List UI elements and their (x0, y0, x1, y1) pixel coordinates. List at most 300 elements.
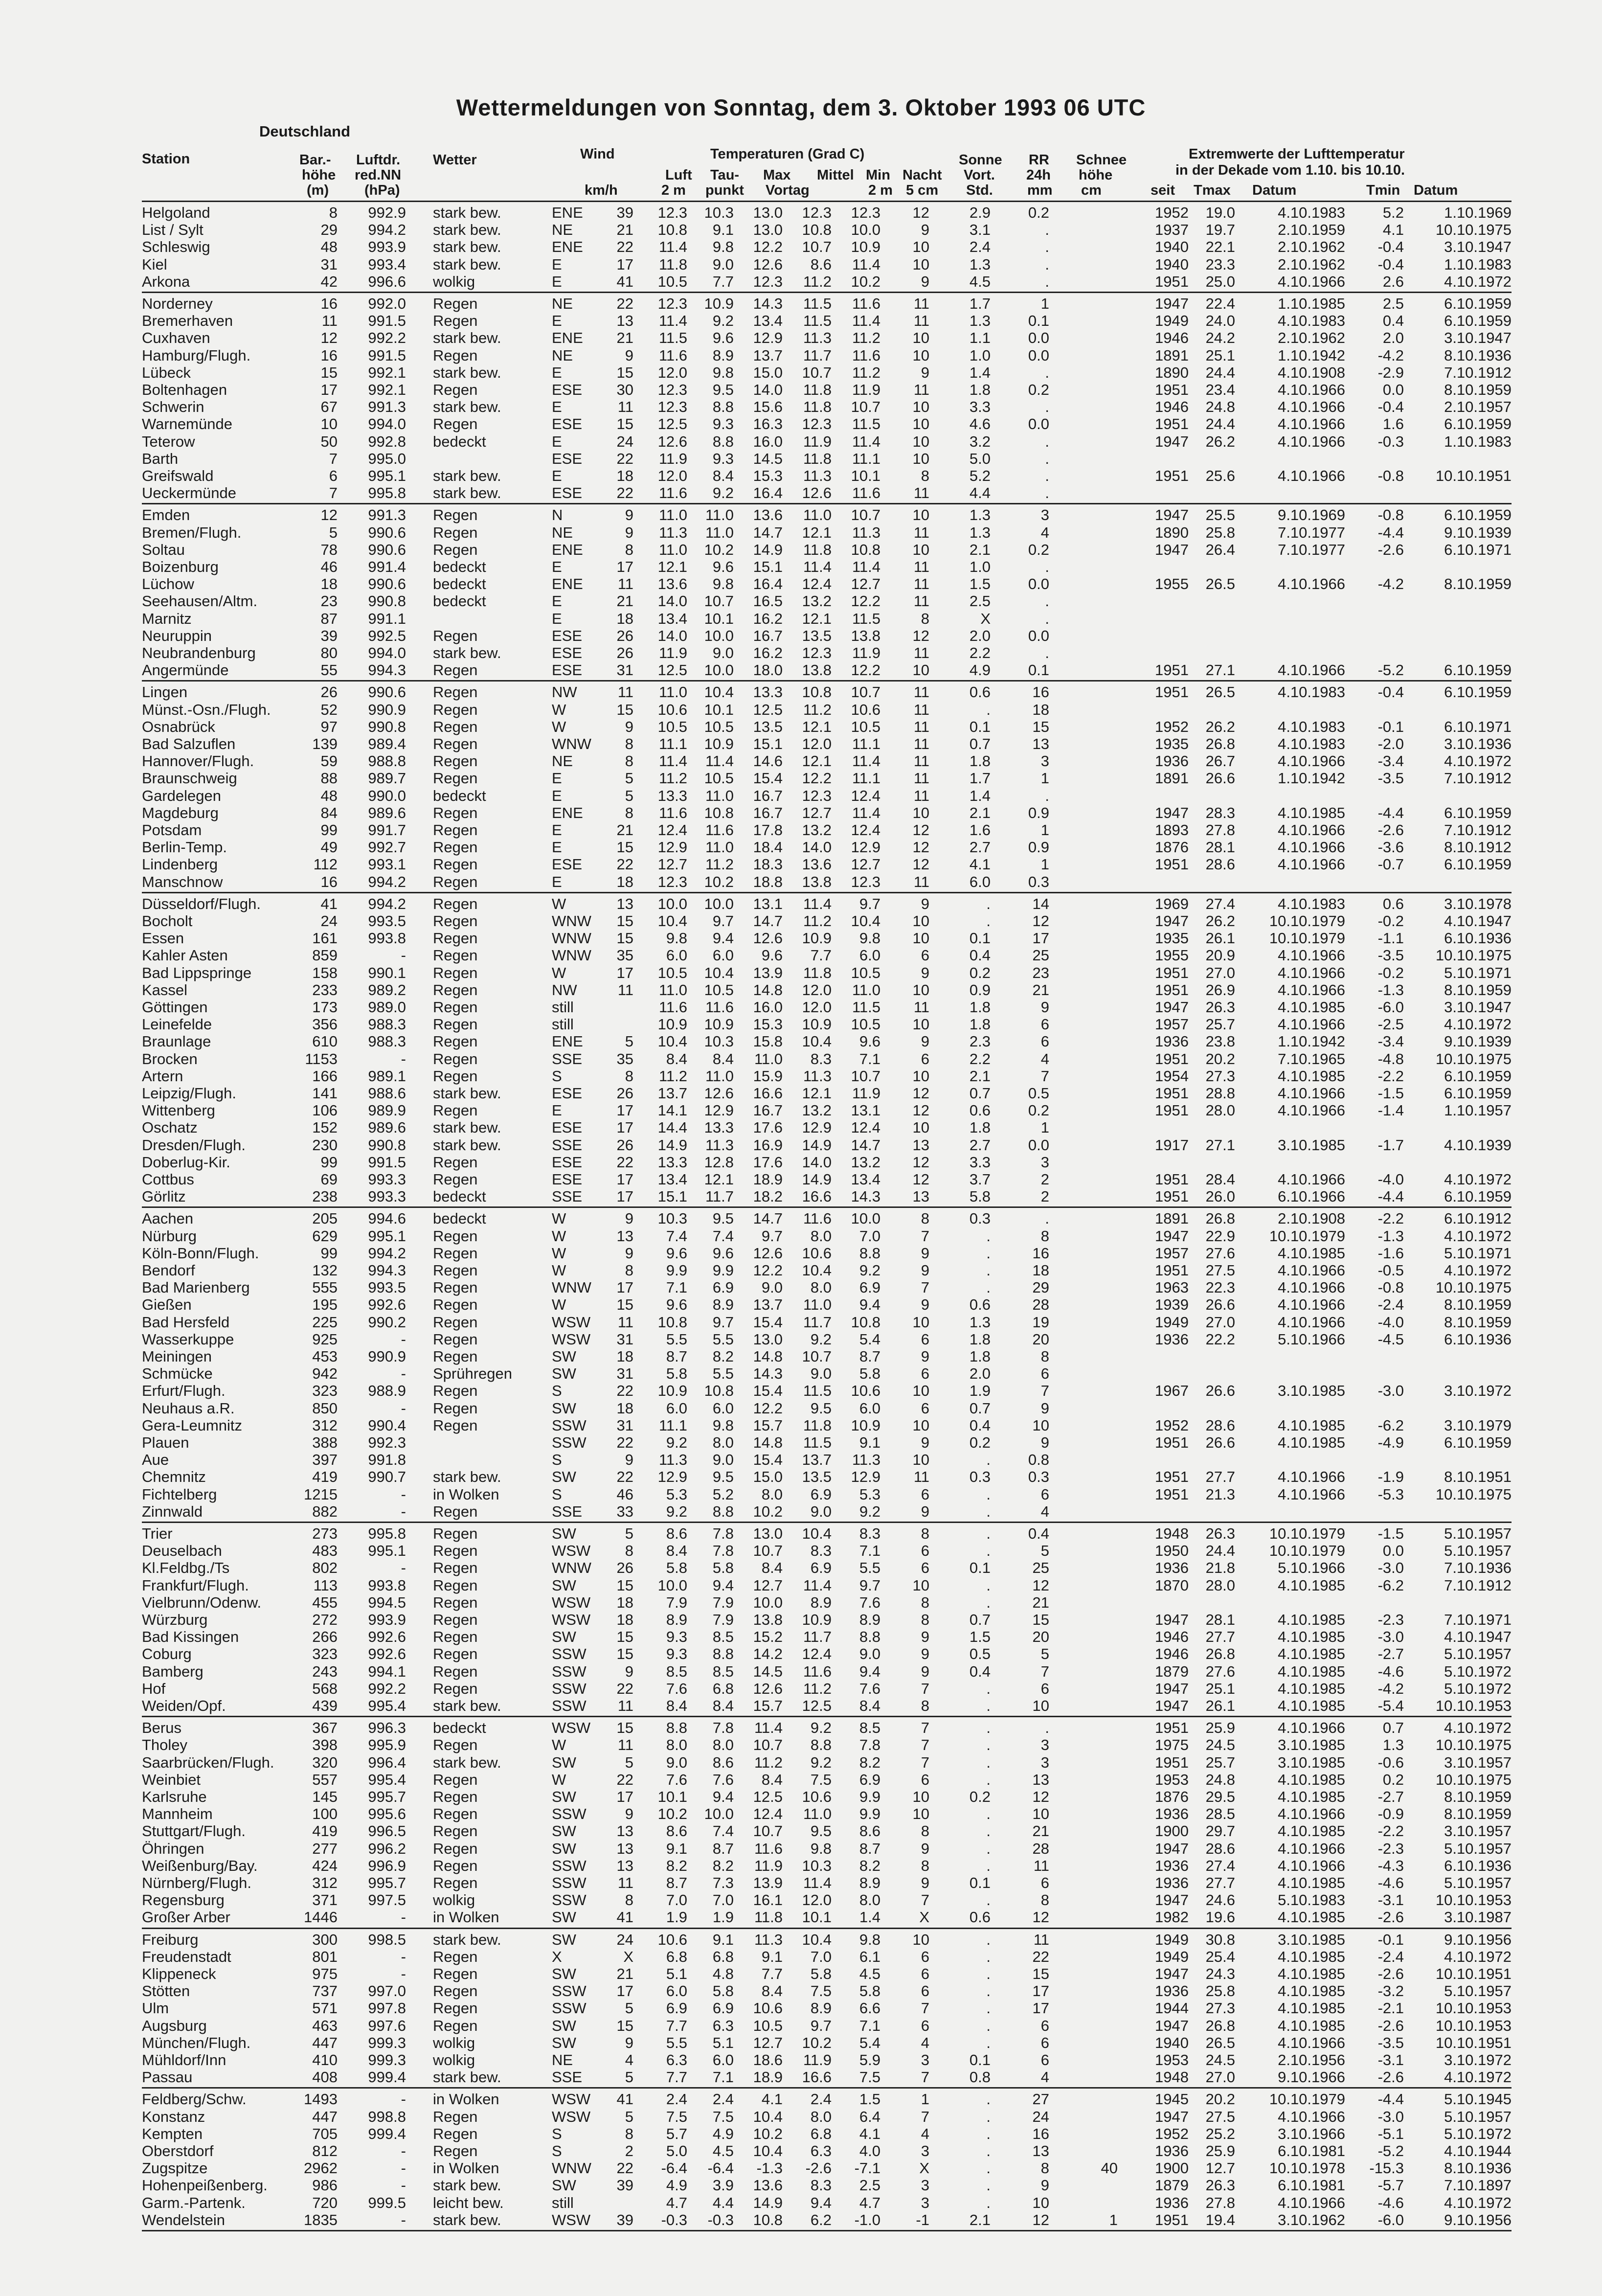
cell-taupunkt: 8.0 (712, 1736, 734, 1753)
cell-tmin-datum: 8.10.1959 (1444, 981, 1512, 999)
cell-tmax-datum: 4.10.1985 (1278, 2000, 1345, 2017)
cell-tmin-datum: 1.10.1957 (1444, 1102, 1512, 1119)
cell-tmax: 22.2 (1205, 1331, 1235, 1348)
cell-tmin: -5.2 (1377, 2142, 1404, 2160)
table-row (0, 735, 1512, 752)
header-luft: Luft (665, 167, 692, 183)
cell-nacht-5cm: 10 (912, 661, 929, 679)
cell-station: Deuselbach (142, 1542, 222, 1559)
cell-tmin: -5.1 (1377, 2125, 1404, 2142)
cell-max-vortag: 14.6 (753, 752, 783, 770)
cell-mittel-vortag: 12.1 (802, 524, 832, 541)
cell-seit: 1939 (1155, 1296, 1189, 1313)
header-wetter: Wetter (433, 152, 477, 168)
cell-wind-speed: 11 (617, 683, 633, 701)
table-row (0, 947, 1512, 964)
cell-luft-temp: 10.0 (657, 895, 687, 912)
cell-seit: 1946 (1155, 1645, 1189, 1662)
cell-luftdruck: 991.5 (368, 347, 406, 364)
cell-tmax-datum: 10.10.1979 (1269, 2091, 1345, 2108)
cell-max-vortag: 18.8 (753, 873, 783, 890)
cell-tmin-datum: 4.10.1972 (1444, 1228, 1512, 1245)
cell-wind-speed: 11 (617, 981, 633, 999)
cell-max-vortag: 13.0 (753, 221, 783, 238)
cell-wind-speed: 11 (617, 398, 633, 415)
cell-station: Düsseldorf/Flugh. (142, 895, 261, 912)
cell-min-2m: 4.5 (859, 1965, 880, 1982)
cell-wind-dir: S (552, 2142, 562, 2160)
cell-nacht-5cm: 1 (921, 2091, 929, 2108)
cell-luftdruck: - (401, 1486, 406, 1503)
cell-max-vortag: 15.4 (753, 770, 783, 787)
cell-sonne: . (986, 1982, 991, 2000)
cell-min-2m: 9.7 (859, 895, 880, 912)
cell-tmin: -2.6 (1377, 2069, 1404, 2086)
cell-wind-speed: 9 (625, 1245, 633, 1262)
cell-mittel-vortag: 11.0 (803, 1296, 832, 1313)
cell-tmin-datum: 7.10.1912 (1444, 770, 1512, 787)
cell-luftdruck: 992.0 (368, 295, 406, 312)
cell-bar-hoehe: 439 (312, 1697, 338, 1714)
cell-sonne: 4.5 (969, 273, 991, 290)
cell-tmax-datum: 5.10.1966 (1278, 1559, 1345, 1576)
cell-max-vortag: 15.6 (753, 398, 783, 415)
cell-tmax-datum: 2.10.1908 (1278, 1210, 1345, 1227)
cell-min-2m: 10.2 (851, 273, 880, 290)
cell-tmin-datum: 8.10.1951 (1444, 1468, 1512, 1485)
table-row (0, 1697, 1512, 1714)
cell-tmax: 27.8 (1205, 2194, 1235, 2211)
cell-mittel-vortag: 11.2 (803, 273, 832, 290)
cell-luft-temp: 5.5 (666, 1331, 687, 1348)
cell-tmin: -1.5 (1377, 1085, 1404, 1102)
cell-mittel-vortag: 13.5 (802, 1468, 832, 1485)
cell-min-2m: 7.8 (859, 1736, 880, 1753)
cell-luftdruck: 993.5 (368, 1279, 406, 1296)
cell-station: Nürnberg/Flugh. (142, 1874, 252, 1891)
cell-station: Öhringen (142, 1840, 204, 1857)
cell-tmax-datum: 4.10.1985 (1278, 804, 1345, 821)
cell-tmin-datum: 6.10.1959 (1444, 856, 1512, 873)
cell-seit: 1935 (1155, 735, 1189, 752)
cell-bar-hoehe: 225 (312, 1314, 338, 1331)
cell-luft-temp: -0.3 (661, 2211, 687, 2228)
cell-wetter: bedeckt (433, 787, 486, 804)
cell-tmin-datum: 5.10.1972 (1444, 1663, 1512, 1680)
cell-tmin: -4.3 (1377, 1857, 1404, 1874)
cell-station: Schwerin (142, 398, 204, 415)
cell-sonne: 0.7 (969, 735, 991, 752)
cell-luftdruck: 996.9 (368, 1857, 406, 1874)
cell-tmax: 26.6 (1205, 1296, 1235, 1313)
cell-luftdruck: 991.3 (368, 506, 406, 523)
cell-mittel-vortag: 9.5 (810, 1400, 832, 1417)
cell-rr-24h: 16 (1032, 1245, 1049, 1262)
cell-taupunkt: 12.9 (704, 1102, 734, 1119)
cell-seit: 1963 (1155, 1279, 1189, 1296)
cell-luft-temp: 9.6 (666, 1245, 687, 1262)
cell-taupunkt: 9.4 (712, 930, 734, 947)
cell-mittel-vortag: 11.0 (803, 1805, 832, 1822)
cell-rr-24h: 12 (1032, 1788, 1049, 1805)
cell-tmax: 26.4 (1205, 541, 1235, 558)
cell-luft-temp: 11.4 (658, 238, 687, 255)
cell-mittel-vortag: 9.7 (810, 2017, 832, 2034)
cell-taupunkt: 10.5 (704, 981, 734, 999)
cell-mittel-vortag: 11.4 (803, 1577, 832, 1594)
cell-luft-temp: 6.3 (666, 2051, 687, 2069)
cell-mittel-vortag: 11.9 (803, 433, 832, 450)
cell-seit: 1952 (1155, 1417, 1189, 1434)
cell-min-2m: 13.8 (851, 627, 880, 644)
cell-min-2m: 11.0 (852, 981, 880, 999)
cell-wind-speed: 18 (616, 1594, 633, 1611)
cell-mittel-vortag: 10.4 (802, 1262, 832, 1279)
cell-max-vortag: 15.9 (753, 1068, 783, 1085)
cell-luftdruck: 990.9 (368, 701, 406, 718)
cell-tmax-datum: 4.10.1966 (1278, 981, 1345, 999)
cell-min-2m: 11.1 (852, 450, 880, 467)
cell-rr-24h: 14 (1032, 895, 1049, 912)
cell-tmax-datum: 4.10.1966 (1278, 1296, 1345, 1313)
table-row (0, 1503, 1370, 1520)
cell-luftdruck: 995.8 (368, 484, 406, 501)
cell-wind-dir: E (552, 787, 562, 804)
header-extrem: Extremwerte der Lufttemperatur (1189, 146, 1405, 162)
cell-wind-dir: ENE (552, 804, 583, 821)
cell-tmax: 26.2 (1205, 718, 1235, 735)
cell-tmax: 24.4 (1205, 364, 1235, 381)
cell-tmax-datum: 4.10.1985 (1278, 1417, 1345, 1434)
table-row (0, 1382, 1512, 1399)
cell-tmin: -0.4 (1377, 256, 1404, 273)
cell-nacht-5cm: 9 (921, 364, 929, 381)
cell-luftdruck: 990.1 (368, 964, 406, 981)
cell-rr-24h: 1 (1040, 770, 1049, 787)
cell-sonne: 0.7 (969, 1611, 991, 1628)
cell-wind-speed: 9 (625, 1663, 633, 1680)
cell-bar-hoehe: 87 (320, 610, 338, 627)
cell-wetter: wolkig (433, 1891, 475, 1909)
cell-station: Göttingen (142, 999, 208, 1016)
cell-nacht-5cm: 9 (921, 964, 929, 981)
cell-luft-temp: 12.5 (657, 415, 687, 432)
cell-tmin: -3.1 (1377, 2051, 1404, 2069)
cell-tmax-datum: 4.10.1985 (1278, 999, 1345, 1016)
cell-tmax: 27.7 (1205, 1468, 1235, 1485)
cell-sonne: 0.2 (969, 964, 991, 981)
cell-wind-speed: 9 (625, 2034, 633, 2051)
cell-mittel-vortag: 11.8 (803, 1417, 832, 1434)
cell-min-2m: -1.0 (854, 2211, 880, 2228)
cell-seit: 1891 (1155, 770, 1189, 787)
cell-sonne: 0.9 (969, 981, 991, 999)
cell-tmin-datum: 6.10.1959 (1444, 683, 1512, 701)
cell-luftdruck: 991.8 (368, 1451, 406, 1468)
table-row (0, 593, 1370, 610)
cell-wind-dir: SSW (552, 1857, 587, 1874)
cell-taupunkt: 9.6 (712, 329, 734, 346)
cell-wind-dir: E (552, 610, 562, 627)
cell-wind-dir: WSW (552, 1719, 591, 1736)
cell-bar-hoehe: 145 (312, 1788, 338, 1805)
cell-seit: 1936 (1155, 2194, 1189, 2211)
cell-sonne: 2.0 (969, 627, 991, 644)
cell-max-vortag: 18.0 (753, 661, 783, 679)
cell-tmin: -2.2 (1377, 1210, 1404, 1227)
cell-tmax: 27.4 (1205, 895, 1235, 912)
cell-max-vortag: 14.9 (753, 2194, 783, 2211)
cell-station: Lingen (142, 683, 188, 701)
cell-rr-24h: 6 (1040, 1874, 1049, 1891)
cell-luftdruck: - (401, 2142, 406, 2160)
table-row (0, 1628, 1512, 1645)
cell-min-2m: 10.7 (851, 398, 880, 415)
cell-max-vortag: 13.0 (753, 204, 783, 221)
cell-seit: 1951 (1155, 1050, 1189, 1068)
cell-nacht-5cm: 11 (913, 735, 929, 752)
cell-nacht-5cm: 3 (921, 2051, 929, 2069)
cell-rr-24h: 10 (1032, 2194, 1049, 2211)
cell-tmin-datum: 7.10.1912 (1444, 364, 1512, 381)
cell-wetter: Regen (433, 839, 478, 856)
cell-luft-temp: 10.9 (657, 1382, 687, 1399)
cell-rr-24h: 10 (1032, 1697, 1049, 1714)
group-rule (142, 1928, 1512, 1929)
cell-wetter: Regen (433, 1965, 478, 1982)
table-row (0, 1840, 1512, 1857)
cell-rr-24h: . (1045, 273, 1049, 290)
cell-wind-dir: E (552, 1102, 562, 1119)
cell-station: Lindenberg (142, 856, 218, 873)
cell-nacht-5cm: 10 (912, 329, 929, 346)
cell-nacht-5cm: 3 (921, 2142, 929, 2160)
cell-luftdruck: 995.1 (368, 467, 406, 484)
cell-mittel-vortag: 13.2 (802, 821, 832, 839)
cell-max-vortag: -1.3 (756, 2160, 783, 2177)
cell-wind-speed: 13 (616, 1857, 633, 1874)
cell-wetter: Regen (433, 718, 478, 735)
cell-tmin-datum: 4.10.1947 (1444, 912, 1512, 930)
cell-mittel-vortag: 12.0 (802, 735, 832, 752)
cell-max-vortag: 12.3 (753, 273, 783, 290)
cell-tmax: 19.0 (1205, 204, 1235, 221)
cell-luftdruck: - (401, 1965, 406, 1982)
cell-tmin-datum: 6.10.1959 (1444, 295, 1512, 312)
table-row (0, 1982, 1512, 2000)
cell-mittel-vortag: 10.6 (802, 1245, 832, 1262)
cell-wind-dir: S (552, 1382, 562, 1399)
cell-wind-dir: S (552, 1486, 562, 1503)
cell-max-vortag: 14.8 (753, 981, 783, 999)
cell-bar-hoehe: 59 (320, 752, 338, 770)
cell-tmin: -4.2 (1377, 575, 1404, 592)
cell-wind-dir: E (552, 821, 562, 839)
cell-luftdruck: 989.6 (368, 804, 406, 821)
cell-tmin: -2.4 (1377, 1296, 1404, 1313)
cell-sonne: . (986, 1245, 991, 1262)
cell-wind-dir: SW (552, 1628, 576, 1645)
cell-tmax: 27.3 (1205, 2000, 1235, 2017)
cell-taupunkt: 5.8 (712, 1982, 734, 2000)
cell-max-vortag: 12.2 (753, 1262, 783, 1279)
cell-tmax-datum: 4.10.1966 (1278, 947, 1345, 964)
cell-wind-speed: 8 (625, 752, 633, 770)
cell-bar-hoehe: 1835 (304, 2211, 338, 2228)
cell-wetter: Regen (433, 735, 478, 752)
cell-bar-hoehe: 88 (320, 770, 338, 787)
cell-wind-dir: SSW (552, 1891, 587, 1909)
cell-taupunkt: 10.5 (704, 718, 734, 735)
cell-wetter: stark bew. (433, 238, 501, 255)
cell-wind-speed: 8 (625, 1891, 633, 1909)
cell-rr-24h: 6 (1040, 2034, 1049, 2051)
header-seit: seit (1151, 182, 1175, 198)
cell-sonne: 0.1 (969, 1559, 991, 1576)
cell-tmax-datum: 4.10.1966 (1278, 839, 1345, 856)
cell-nacht-5cm: 9 (921, 1874, 929, 1891)
cell-taupunkt: 9.8 (712, 1417, 734, 1434)
cell-min-2m: 11.9 (852, 381, 880, 398)
cell-mittel-vortag: 11.8 (803, 450, 832, 467)
cell-tmax: 26.3 (1205, 1525, 1235, 1542)
cell-wind-dir: SSE (552, 1050, 583, 1068)
cell-luftdruck: 990.6 (368, 683, 406, 701)
cell-tmax-datum: 2.10.1962 (1278, 329, 1345, 346)
table-row (0, 981, 1512, 999)
cell-min-2m: 13.2 (851, 1154, 880, 1171)
cell-mittel-vortag: 13.8 (802, 873, 832, 890)
cell-nacht-5cm: 7 (921, 2000, 929, 2017)
table-row (0, 2034, 1512, 2051)
cell-sonne: 2.2 (969, 644, 991, 661)
cell-taupunkt: 11.4 (705, 752, 734, 770)
cell-station: Magdeburg (142, 804, 219, 821)
cell-wind-speed: 11 (617, 1697, 633, 1714)
cell-tmin-datum: 6.10.1936 (1444, 930, 1512, 947)
cell-wind-dir: WSW (552, 2211, 591, 2228)
cell-luft-temp: 6.9 (666, 2000, 687, 2017)
cell-sonne: 2.7 (969, 1137, 991, 1154)
cell-rr-24h: 0.2 (1028, 541, 1049, 558)
table-row (0, 451, 1370, 467)
cell-tmax-datum: 4.10.1966 (1278, 1468, 1345, 1485)
cell-station: Erfurt/Flugh. (142, 1382, 226, 1399)
cell-bar-hoehe: 557 (312, 1771, 338, 1788)
cell-sonne: 1.6 (969, 821, 991, 839)
cell-min-2m: 11.6 (852, 484, 880, 501)
cell-sonne: . (986, 1719, 991, 1736)
cell-station: Vielbrunn/Odenw. (142, 1594, 262, 1611)
cell-wind-dir: E (552, 433, 562, 450)
cell-tmax-datum: 4.10.1985 (1278, 1068, 1345, 1085)
cell-rr-24h: . (1045, 644, 1049, 661)
cell-mittel-vortag: 10.3 (802, 1857, 832, 1874)
cell-seit: 1954 (1155, 1068, 1189, 1085)
cell-tmin: -2.1 (1377, 2000, 1404, 2017)
cell-nacht-5cm: 10 (912, 1068, 929, 1085)
cell-max-vortag: 13.7 (753, 347, 783, 364)
cell-tmax-datum: 5.10.1966 (1278, 1331, 1345, 1348)
cell-min-2m: 6.0 (859, 947, 880, 964)
cell-tmin: -4.0 (1377, 1314, 1404, 1331)
cell-tmax-datum: 4.10.1985 (1278, 1948, 1345, 1965)
cell-luft-temp: 4.9 (666, 2177, 687, 2194)
cell-wind-dir: WSW (552, 1611, 591, 1628)
cell-mittel-vortag: 6.2 (810, 2211, 832, 2228)
cell-tmin-datum: 6.10.1959 (1444, 415, 1512, 432)
cell-tmin: -2.2 (1377, 1822, 1404, 1840)
cell-luftdruck: - (401, 947, 406, 964)
cell-bar-hoehe: 555 (312, 1279, 338, 1296)
cell-rr-24h: 4 (1040, 1050, 1049, 1068)
cell-min-2m: 5.5 (859, 1559, 880, 1576)
cell-max-vortag: 16.2 (753, 644, 783, 661)
cell-wetter: Regen (433, 752, 478, 770)
cell-wind-speed: 18 (616, 1348, 633, 1365)
cell-min-2m: 10.0 (851, 221, 880, 238)
cell-min-2m: 11.4 (852, 558, 880, 575)
cell-nacht-5cm: 11 (913, 295, 929, 312)
cell-tmin: -1.9 (1377, 1468, 1404, 1485)
cell-wind-speed: 24 (616, 1931, 633, 1948)
cell-bar-hoehe: 277 (312, 1840, 338, 1857)
cell-min-2m: 8.5 (859, 1719, 880, 1736)
cell-taupunkt: 9.7 (712, 1314, 734, 1331)
cell-sonne: . (986, 2160, 991, 2177)
cell-nacht-5cm: 10 (912, 1451, 929, 1468)
cell-wind-speed: 9 (625, 1805, 633, 1822)
cell-taupunkt: 11.3 (705, 1137, 734, 1154)
cell-luft-temp: 8.0 (666, 1736, 687, 1753)
header-vortag: Vortag (766, 182, 810, 198)
cell-mittel-vortag: 13.6 (802, 856, 832, 873)
cell-bar-hoehe: 398 (312, 1736, 338, 1753)
cell-tmin: -1.3 (1377, 981, 1404, 999)
cell-max-vortag: 16.6 (753, 1085, 783, 1102)
cell-tmin-datum: 8.10.1959 (1444, 575, 1512, 592)
cell-seit: 1870 (1155, 1577, 1189, 1594)
cell-tmax-datum: 4.10.1966 (1278, 752, 1345, 770)
cell-rr-24h: 0.2 (1028, 204, 1049, 221)
cell-tmax: 22.3 (1205, 1279, 1235, 1296)
header-tau: Tau- (710, 167, 740, 183)
cell-sonne: . (986, 1805, 991, 1822)
cell-wind-speed: 26 (616, 627, 633, 644)
cell-max-vortag: 13.6 (753, 2177, 783, 2194)
cell-wind-speed: 8 (625, 1262, 633, 1279)
cell-tmin-datum: 10.10.1953 (1435, 1697, 1512, 1714)
cell-wetter: Regen (433, 1736, 478, 1753)
cell-bar-hoehe: 312 (312, 1874, 338, 1891)
cell-luftdruck: - (401, 2091, 406, 2108)
cell-nacht-5cm: 7 (921, 2069, 929, 2086)
cell-wind-speed: 15 (616, 701, 633, 718)
cell-station: Braunschweig (142, 770, 237, 787)
cell-wind-speed: 9 (625, 524, 633, 541)
cell-luftdruck: 992.7 (368, 839, 406, 856)
cell-seit: 1879 (1155, 2177, 1189, 2194)
cell-taupunkt: 10.4 (704, 683, 734, 701)
cell-wind-dir: W (552, 964, 566, 981)
cell-luftdruck: 990.9 (368, 1348, 406, 1365)
cell-sonne: 1.3 (969, 524, 991, 541)
cell-wind-dir: SW (552, 1754, 576, 1771)
cell-luftdruck: 991.7 (368, 821, 406, 839)
cell-luft-temp: 9.2 (666, 1503, 687, 1520)
cell-tmin: -4.6 (1377, 1663, 1404, 1680)
cell-min-2m: 10.0 (851, 1210, 880, 1227)
